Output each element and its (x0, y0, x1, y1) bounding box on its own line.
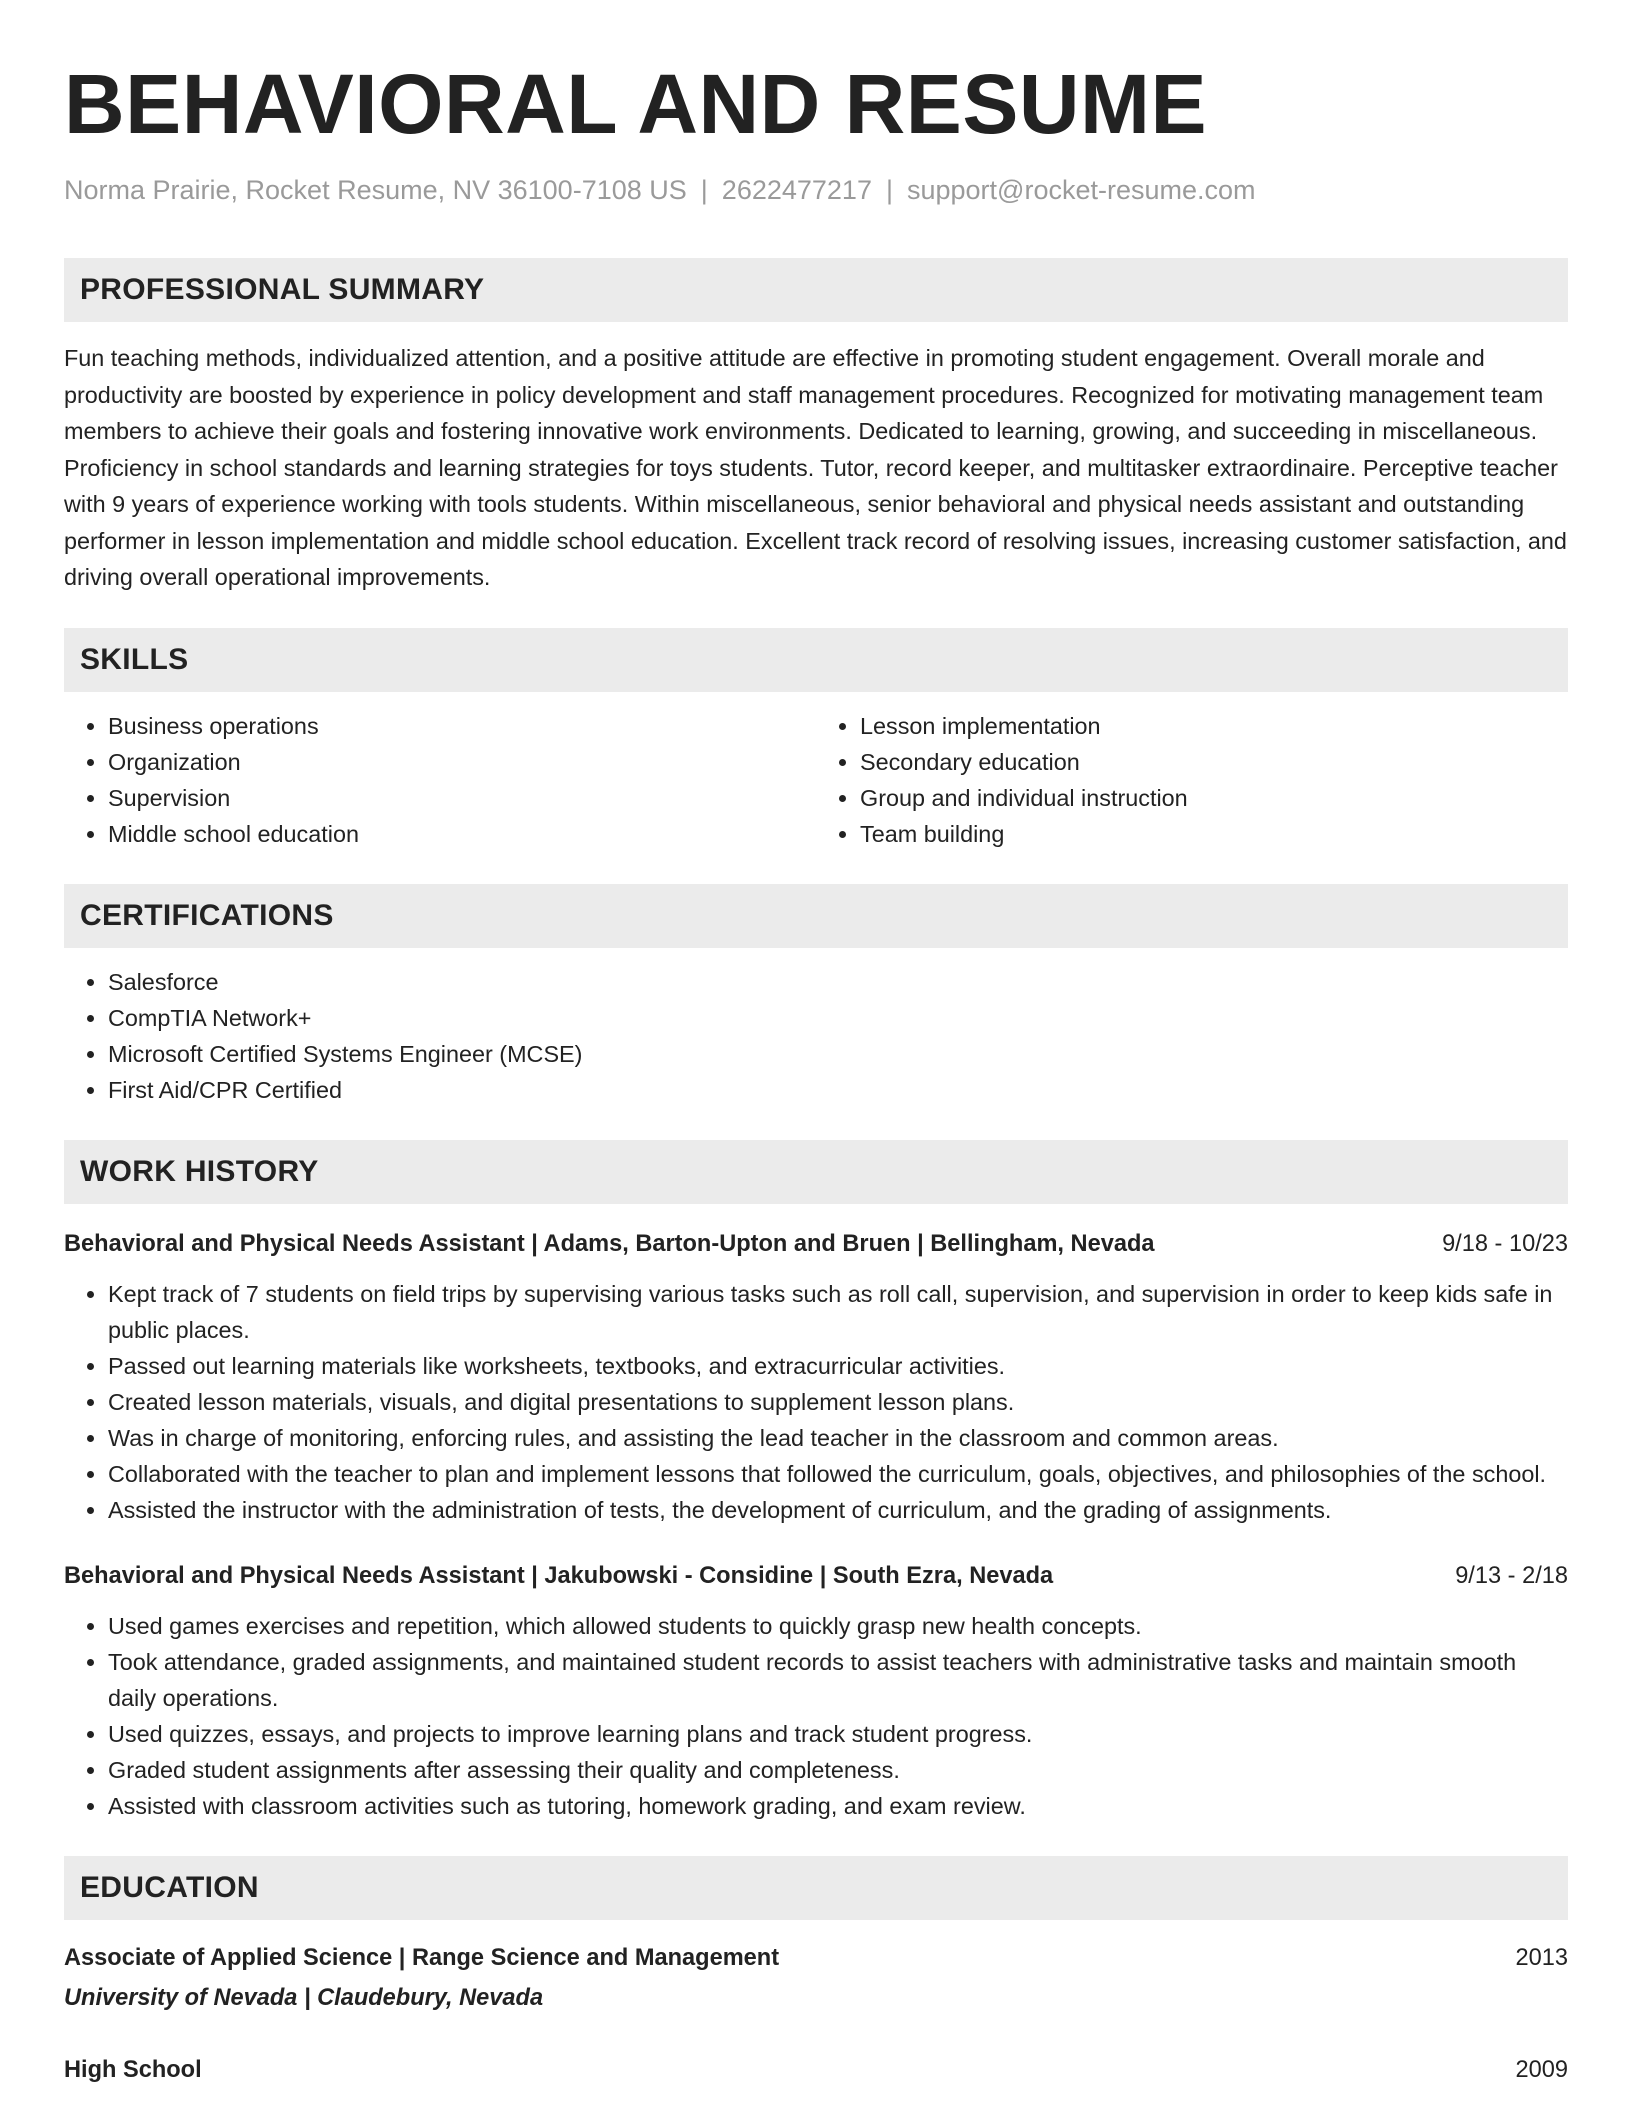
contact-line (64, 172, 1568, 208)
job-bullet: • Took attendance, graded assignments, and maintained student records to assist teachers with administrative tasks and maintain smooth daily operations. (108, 1644, 1568, 1716)
job-dates: 9/13 - 2/18 (1455, 1562, 1568, 1589)
job-dates: 9/18 - 10/23 (1442, 1230, 1568, 1257)
certifications-list (64, 964, 1568, 1108)
skill-item: • Organization (108, 744, 816, 780)
skill-item: • Middle school education (108, 816, 816, 852)
certification-item: • First Aid/CPR Certified (108, 1072, 1568, 1108)
job-title: Behavioral and Physical Needs Assistant | Jakubowski - Considine | South Ezra, Nevada (64, 1562, 1054, 1589)
resume-name: BEHAVIORAL AND RESUME (64, 57, 1208, 151)
job-bullet: • Kept track of 7 students on field trips by supervising various tasks such as roll call, supervision, and supervision in order to keep kids safe in public places. (108, 1276, 1568, 1348)
contact-address: Norma Prairie, Rocket Resume, NV 36100-7108 US (64, 175, 687, 205)
skills-list-right (816, 708, 1568, 852)
job-bullet-list (64, 1276, 1568, 1528)
section-heading-work-history: WORK HISTORY (64, 1140, 1568, 1204)
job-bullet: • Used quizzes, essays, and projects to improve learning plans and track student progress. (108, 1716, 1568, 1752)
job-header (64, 1226, 1568, 1262)
skill-item: • Group and individual instruction (860, 780, 1568, 816)
contact-separator: | (885, 175, 893, 205)
skill-item: • Team building (860, 816, 1568, 852)
job-bullet: • Was in charge of monitoring, enforcing rules, and assisting the lead teacher in the classroom and common areas. (108, 1420, 1568, 1456)
job-bullet: • Assisted the instructor with the administration of tests, the development of curriculum, and the grading of assignments. (108, 1492, 1568, 1528)
skill-item: • Business operations (108, 708, 816, 744)
education-school: University of Nevada | Claudebury, Nevada (64, 1984, 544, 2011)
job-bullet: • Collaborated with the teacher to plan and implement lessons that followed the curriculum, goals, objectives, and philosophies of the school. (108, 1456, 1568, 1492)
summary-text: Fun teaching methods, individualized attention, and a positive attitude are effective in promoting student engagement. Overall morale and productivity are boosted by experience in policy development and staff management procedures. Recognized for motivating management team members to achieve their goals and fostering innovative work environments. Dedicated to learning, growing, and succeeding in miscellaneous. Proficiency in school standards and learning strategies for toys students. Tutor, record keeper, and multitasker extraordinaire. Perceptive teacher with 9 years of experience working with tools students. Within miscellaneous, senior behavioral and physical needs assistant and outstanding performer in lesson implementation and middle school education. Excellent track record of resolving issues, increasing customer satisfaction, and driving overall operational improvements. (64, 345, 1567, 590)
certification-item: • CompTIA Network+ (108, 1000, 1568, 1036)
job-bullet: • Graded student assignments after assessing their quality and completeness. (108, 1752, 1568, 1788)
section-heading-skills: SKILLS (64, 628, 1568, 692)
education-degree: Associate of Applied Science | Range Science and Management (64, 1944, 780, 1971)
contact-email: support@rocket-resume.com (906, 175, 1256, 205)
skill-item: • Secondary education (860, 744, 1568, 780)
job-header (64, 1558, 1568, 1594)
skill-item: • Supervision (108, 780, 816, 816)
certification-item: • Salesforce (108, 964, 1568, 1000)
contact-phone: 2622477217 (721, 175, 872, 205)
job-bullet-list (64, 1608, 1568, 1824)
section-heading-certifications: CERTIFICATIONS (64, 884, 1568, 948)
section-heading-education: EDUCATION (64, 1856, 1568, 1920)
skill-item: • Lesson implementation (860, 708, 1568, 744)
skills-list-left (64, 708, 816, 852)
job-bullet: • Assisted with classroom activities such as tutoring, homework grading, and exam review. (108, 1788, 1568, 1824)
skills-columns (64, 708, 1568, 852)
education-degree: High School (64, 2056, 202, 2083)
education-header (64, 2052, 1568, 2088)
education-header (64, 1940, 1568, 1976)
education-year: 2009 (1515, 2056, 1568, 2083)
job-title: Behavioral and Physical Needs Assistant | Adams, Barton-Upton and Bruen | Bellingham, Nevada (64, 1230, 1155, 1257)
job-bullet: • Used games exercises and repetition, which allowed students to quickly grasp new health concepts. (108, 1608, 1568, 1644)
job-bullet: • Passed out learning materials like worksheets, textbooks, and extracurricular activities. (108, 1348, 1568, 1384)
section-heading-summary: PROFESSIONAL SUMMARY (64, 258, 1568, 322)
certification-item: • Microsoft Certified Systems Engineer (MCSE) (108, 1036, 1568, 1072)
job-bullet: • Created lesson materials, visuals, and digital presentations to supplement lesson plans. (108, 1384, 1568, 1420)
contact-separator: | (700, 175, 708, 205)
education-year: 2013 (1515, 1944, 1568, 1971)
